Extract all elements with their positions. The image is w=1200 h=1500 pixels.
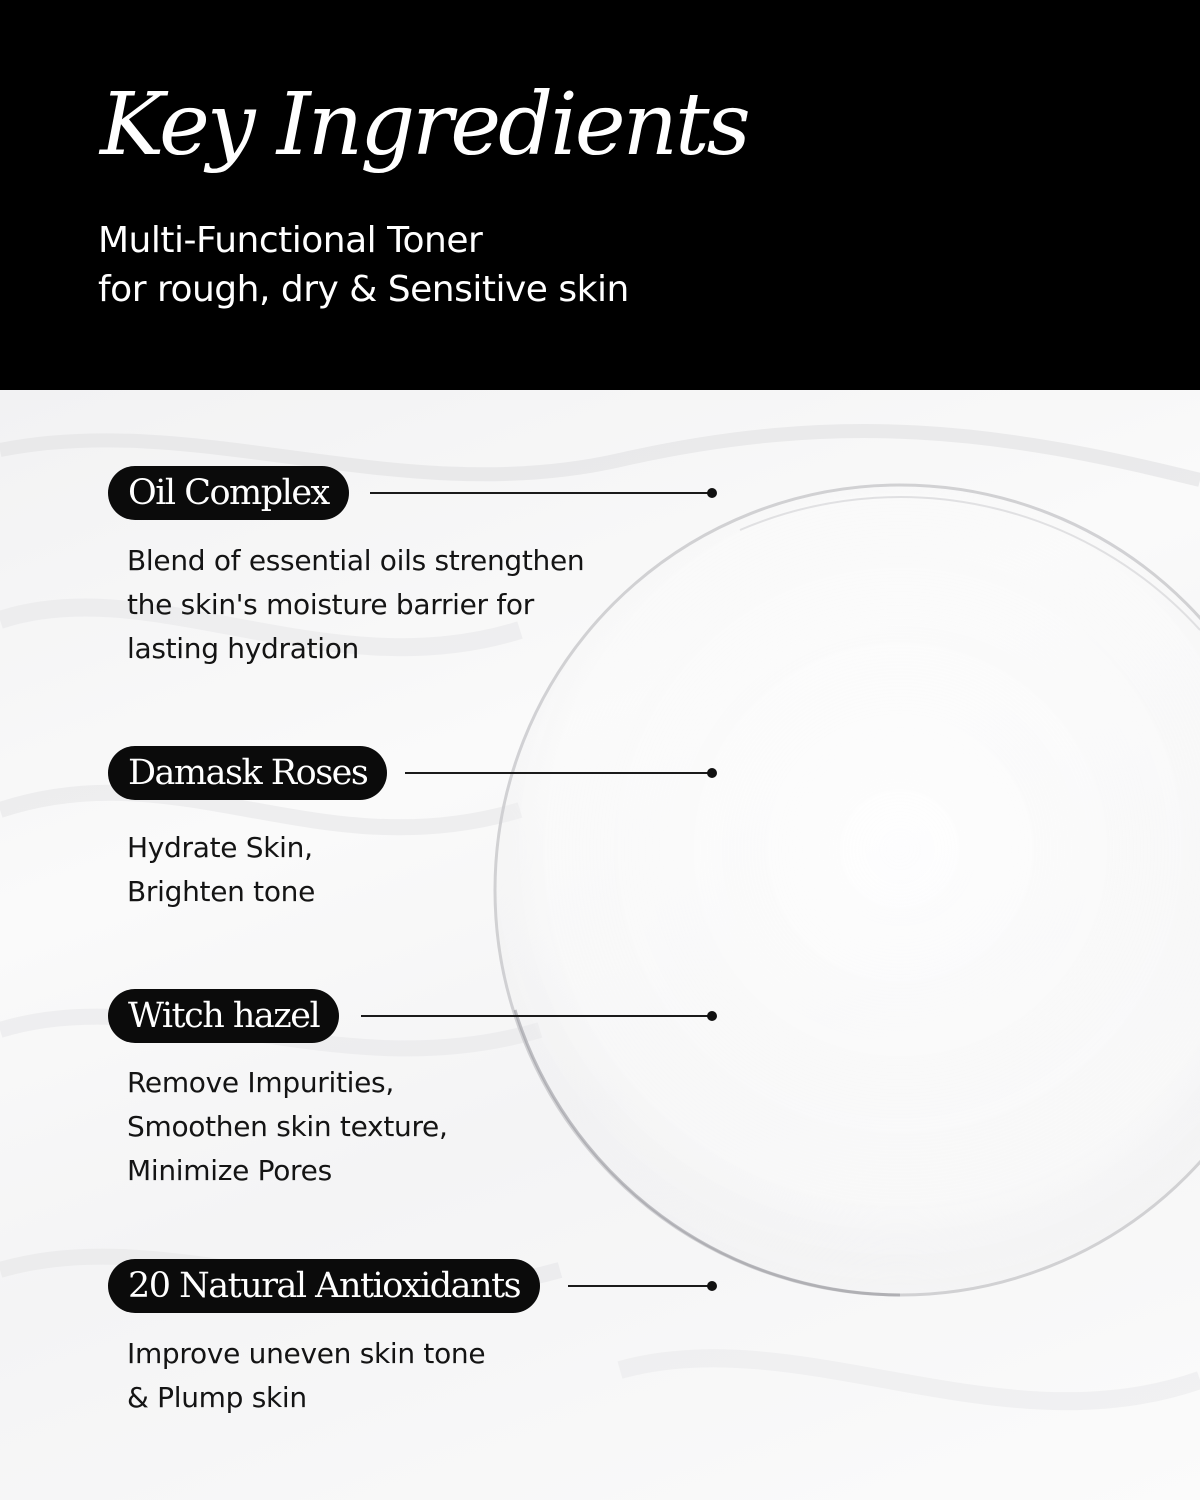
connector-line — [405, 772, 710, 774]
ingredient-description-damask-roses — [127, 826, 315, 914]
connector-dot — [707, 1011, 717, 1021]
description-line: Improve uneven skin tone — [127, 1337, 486, 1370]
description-line: the skin's moisture barrier for — [127, 588, 534, 621]
description-line: Blend of essential oils strengthen — [127, 544, 585, 577]
connector-line — [568, 1285, 710, 1287]
connector-line — [370, 492, 710, 494]
description-line: & Plump skin — [127, 1381, 307, 1414]
description-line: Hydrate Skin, — [127, 831, 313, 864]
ingredient-pill-witch-hazel: Witch hazel — [108, 989, 339, 1043]
description-line: Smoothen skin texture, — [127, 1110, 448, 1143]
connector-dot — [707, 768, 717, 778]
ingredient-pill-natural-antioxidants: 20 Natural Antioxidants — [108, 1259, 540, 1313]
header-banner — [0, 0, 1200, 390]
page-subtitle — [98, 216, 629, 314]
description-line: Remove Impurities, — [127, 1066, 394, 1099]
subtitle-line-2: for rough, dry & Sensitive skin — [98, 269, 629, 310]
ingredient-description-natural-antioxidants — [127, 1332, 485, 1420]
connector-line — [361, 1015, 710, 1017]
description-line: Brighten tone — [127, 875, 316, 908]
connector-dot — [707, 488, 717, 498]
description-line: Minimize Pores — [127, 1154, 332, 1187]
ingredient-description-oil-complex — [127, 539, 584, 671]
droplet-shape — [495, 485, 1200, 1295]
page-title: Key Ingredients — [100, 75, 748, 175]
ingredient-pill-damask-roses: Damask Roses — [108, 746, 387, 800]
description-line: lasting hydration — [127, 632, 359, 665]
ingredient-pill-oil-complex: Oil Complex — [108, 466, 349, 520]
subtitle-line-1: Multi-Functional Toner — [98, 220, 483, 261]
connector-dot — [707, 1281, 717, 1291]
ingredient-description-witch-hazel — [127, 1061, 448, 1193]
